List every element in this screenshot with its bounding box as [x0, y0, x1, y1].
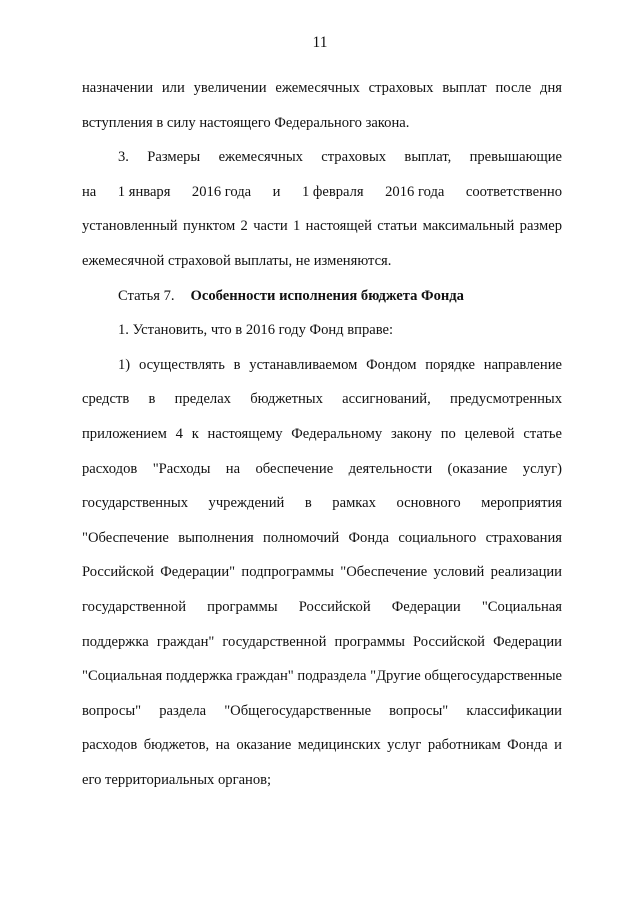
item-3-line-2 [82, 175, 562, 210]
item-3-line-1: 3. Размеры ежемесячных страховых выплат, превышающие [118, 149, 562, 166]
line-word: на [82, 183, 97, 200]
line-word: 1 января [117, 183, 171, 200]
document-body [82, 71, 562, 797]
line-word: 2016 года [191, 183, 252, 200]
line-word: 1 февраля [301, 183, 364, 200]
line-word: соответственно [465, 183, 562, 200]
line-word: и [272, 183, 281, 200]
page-number: 11 [312, 34, 328, 51]
item-3-rest: установленный пунктом 2 части 1 настоящей статьи максимальный размер ежемесячной страховой выплаты, не изменяются. [82, 218, 562, 269]
article-title: Особенности исполнения бюджета Фонда [190, 287, 464, 304]
paragraph-item-1: 1. Установить, что в 2016 году Фонд вправе: [118, 322, 394, 339]
paragraph-subitem-1: 1) осуществлять в устанавливаемом Фондом порядке направление средств в пределах бюджетных ассигнований, предусмотренных приложением 4 к настоящему Федеральному закону по целевой статье расходов "Расходы на обеспечение деятельности (оказание услуг) государственных учреждений в рамках основного мероприятия "Обеспечение выполнения полномочий Фонда социального страхования Российской Федерации" подпрограммы "Обеспечение условий реализации государственной программы Российской Федерации "Социальная поддержка граждан" государственной программы Российской Федерации "Социальная поддержка граждан" подраздела "Другие общегосударственные вопросы" раздела "Общегосударственные вопросы" классификации расходов бюджетов, на оказание медицинских услуг работникам Фонда и его территориальных органов; [82, 356, 562, 788]
paragraph-item-3 [82, 140, 562, 278]
line-word: 2016 года [385, 183, 445, 200]
article-heading [82, 279, 562, 314]
article-label: Статья 7. [118, 287, 175, 304]
paragraph-continuation: назначении или увеличении ежемесячных страховых выплат после дня вступления в силу настоящего Федерального закона. [82, 80, 562, 131]
